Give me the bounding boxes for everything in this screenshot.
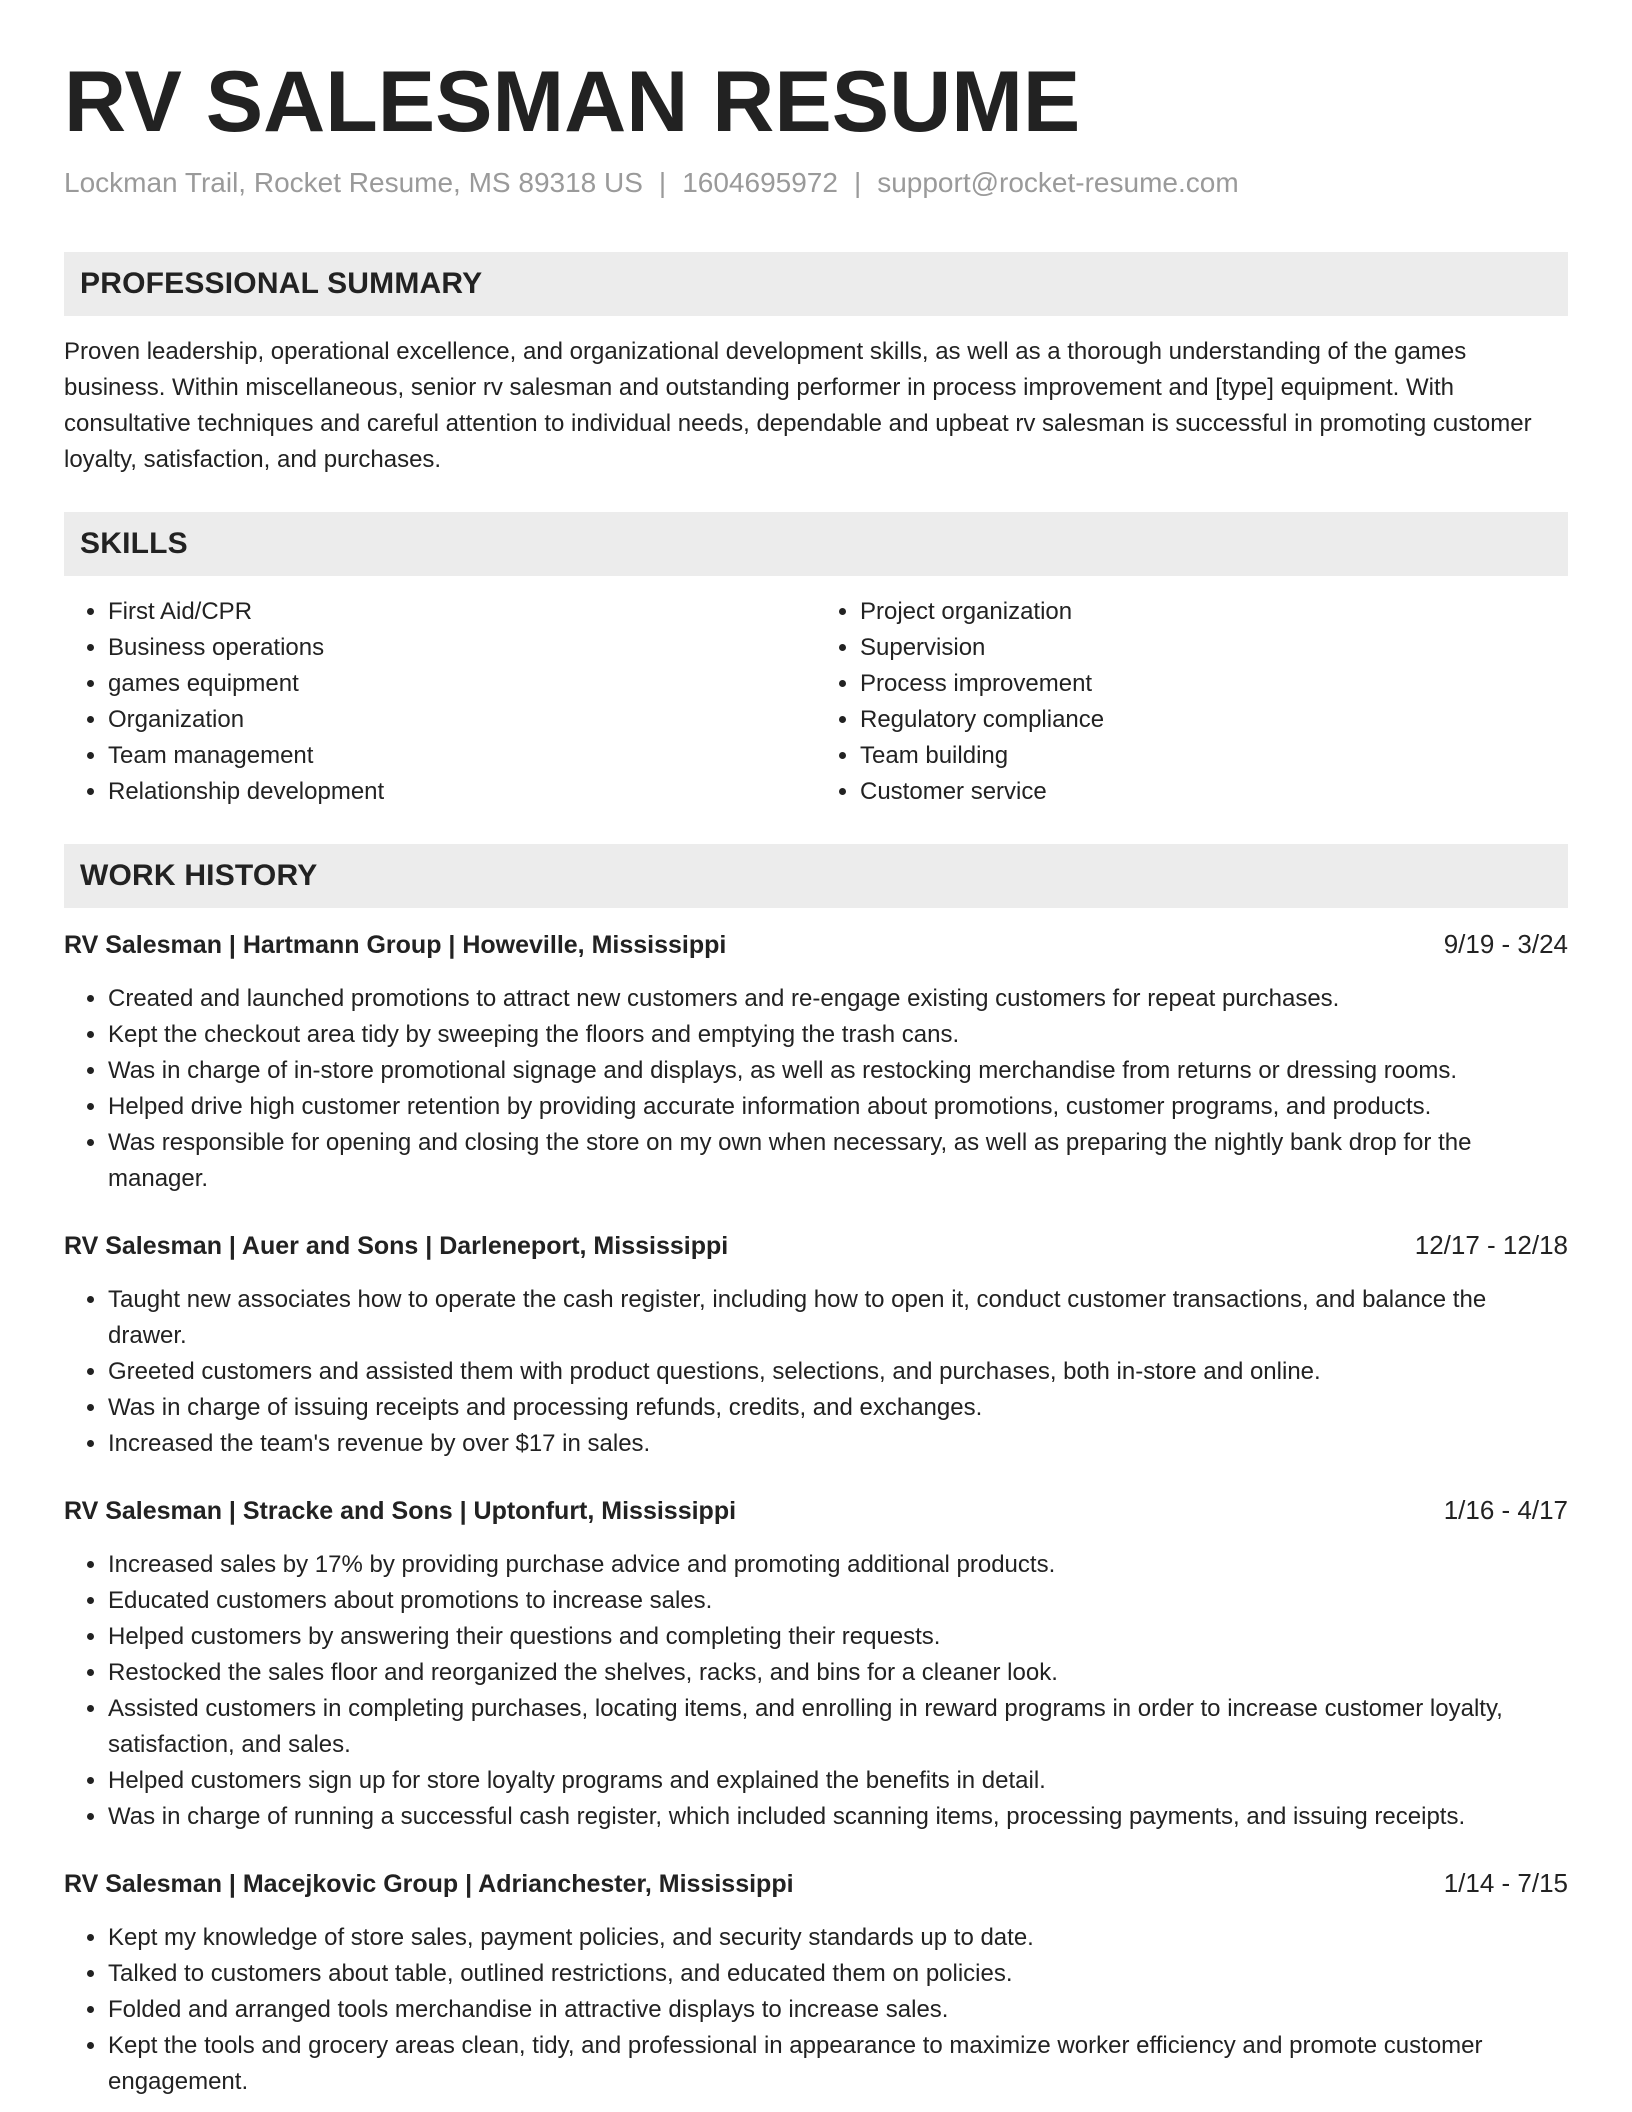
job-entry <box>64 1227 1568 1462</box>
job-bullet: • Talked to customers about table, outlined restrictions, and educated them on policies. <box>108 1956 1568 1992</box>
job-bullet: • Was in charge of in-store promotional signage and displays, as well as restocking merchandise from returns or dressing rooms. <box>108 1053 1568 1089</box>
skill-item: • Project organization <box>860 594 1568 630</box>
job-bullet: • Kept my knowledge of store sales, payment policies, and security standards up to date. <box>108 1920 1568 1956</box>
contact-email: support@rocket-resume.com <box>877 167 1239 198</box>
job-bullet: • Restocked the sales floor and reorganized the shelves, racks, and bins for a cleaner look. <box>108 1655 1568 1691</box>
job-bullet: • Created and launched promotions to attract new customers and re-engage existing customers for repeat purchases. <box>108 981 1568 1017</box>
skill-item: • Team building <box>860 738 1568 774</box>
job-header <box>64 926 1568 963</box>
skills-section <box>64 512 1568 810</box>
skill-item: • First Aid/CPR <box>108 594 816 630</box>
job-entry <box>64 1865 1568 2100</box>
job-bullet: • Increased the team's revenue by over $17 in sales. <box>108 1426 1568 1462</box>
job-entry <box>64 926 1568 1197</box>
job-entry <box>64 1492 1568 1835</box>
professional-summary-section <box>64 252 1568 478</box>
job-bullet: • Greeted customers and assisted them with product questions, selections, and purchases, both in-store and online. <box>108 1354 1568 1390</box>
job-bullets <box>64 981 1568 1197</box>
job-bullet: • Kept the tools and grocery areas clean, tidy, and professional in appearance to maximize worker efficiency and promote customer engagement. <box>108 2028 1568 2100</box>
contact-address: Lockman Trail, Rocket Resume, MS 89318 US <box>64 167 643 198</box>
job-dates: 1/14 - 7/15 <box>1443 1868 1568 1898</box>
skill-item: • Business operations <box>108 630 816 666</box>
job-heading: RV Salesman | Hartmann Group | Howeville, Mississippi <box>64 931 727 959</box>
job-bullet: • Was responsible for opening and closing the store on my own when necessary, as well as preparing the nightly bank drop for the manager. <box>108 1125 1568 1197</box>
job-header <box>64 1492 1568 1529</box>
section-header-skills: SKILLS <box>64 512 1568 576</box>
job-bullets <box>64 1920 1568 2100</box>
summary-text: Proven leadership, operational excellence, and organizational development skills, as well as a thorough understanding of the games business. Within miscellaneous, senior rv salesman and outstanding performer in process improvement and [type] equipment. With consultative techniques and careful attention to individual needs, dependable and upbeat rv salesman is successful in promoting customer loyalty, satisfaction, and purchases. <box>64 338 1532 473</box>
skill-item: • Relationship development <box>108 774 816 810</box>
skill-item: • Regulatory compliance <box>860 702 1568 738</box>
section-header-work: WORK HISTORY <box>64 844 1568 908</box>
skill-item: • Organization <box>108 702 816 738</box>
job-heading: RV Salesman | Macejkovic Group | Adrianchester, Mississippi <box>64 1870 794 1898</box>
job-dates: 1/16 - 4/17 <box>1443 1495 1568 1525</box>
job-bullet: • Was in charge of running a successful cash register, which included scanning items, processing payments, and issuing receipts. <box>108 1799 1568 1835</box>
job-dates: 9/19 - 3/24 <box>1443 929 1568 959</box>
contact-phone: 1604695972 <box>682 167 838 198</box>
skill-item: • Team management <box>108 738 816 774</box>
work-history-section <box>64 844 1568 2100</box>
job-bullet: • Helped drive high customer retention by providing accurate information about promotions, customer programs, and products. <box>108 1089 1568 1125</box>
job-bullet: • Folded and arranged tools merchandise in attractive displays to increase sales. <box>108 1992 1568 2028</box>
skill-item: • games equipment <box>108 666 816 702</box>
contact-line <box>64 166 1568 200</box>
job-bullet: • Helped customers by answering their questions and completing their requests. <box>108 1619 1568 1655</box>
job-bullets <box>64 1282 1568 1462</box>
job-header <box>64 1227 1568 1264</box>
section-header-summary: PROFESSIONAL SUMMARY <box>64 252 1568 316</box>
job-bullet: • Taught new associates how to operate the cash register, including how to open it, conduct customer transactions, and balance the drawer. <box>108 1282 1568 1354</box>
skills-list-right <box>816 594 1568 810</box>
skill-item: • Customer service <box>860 774 1568 810</box>
skill-item: • Process improvement <box>860 666 1568 702</box>
job-bullet: • Was in charge of issuing receipts and processing refunds, credits, and exchanges. <box>108 1390 1568 1426</box>
skills-list-left <box>64 594 816 810</box>
job-header <box>64 1865 1568 1902</box>
job-dates: 12/17 - 12/18 <box>1414 1230 1568 1260</box>
job-bullet: • Increased sales by 17% by providing purchase advice and promoting additional products. <box>108 1547 1568 1583</box>
job-heading: RV Salesman | Stracke and Sons | Uptonfurt, Mississippi <box>64 1497 737 1525</box>
job-heading: RV Salesman | Auer and Sons | Darleneport, Mississippi <box>64 1232 729 1260</box>
job-bullets <box>64 1547 1568 1835</box>
skill-item: • Supervision <box>860 630 1568 666</box>
job-bullet: • Helped customers sign up for store loyalty programs and explained the benefits in detail. <box>108 1763 1568 1799</box>
resume-title: RV SALESMAN RESUME <box>64 54 1081 150</box>
job-bullet: • Kept the checkout area tidy by sweeping the floors and emptying the trash cans. <box>108 1017 1568 1053</box>
skills-grid <box>64 594 1568 810</box>
contact-separator: | <box>658 167 667 198</box>
contact-separator: | <box>853 167 862 198</box>
job-bullet: • Assisted customers in completing purchases, locating items, and enrolling in reward programs in order to increase customer loyalty, satisfaction, and sales. <box>108 1691 1568 1763</box>
job-bullet: • Educated customers about promotions to increase sales. <box>108 1583 1568 1619</box>
